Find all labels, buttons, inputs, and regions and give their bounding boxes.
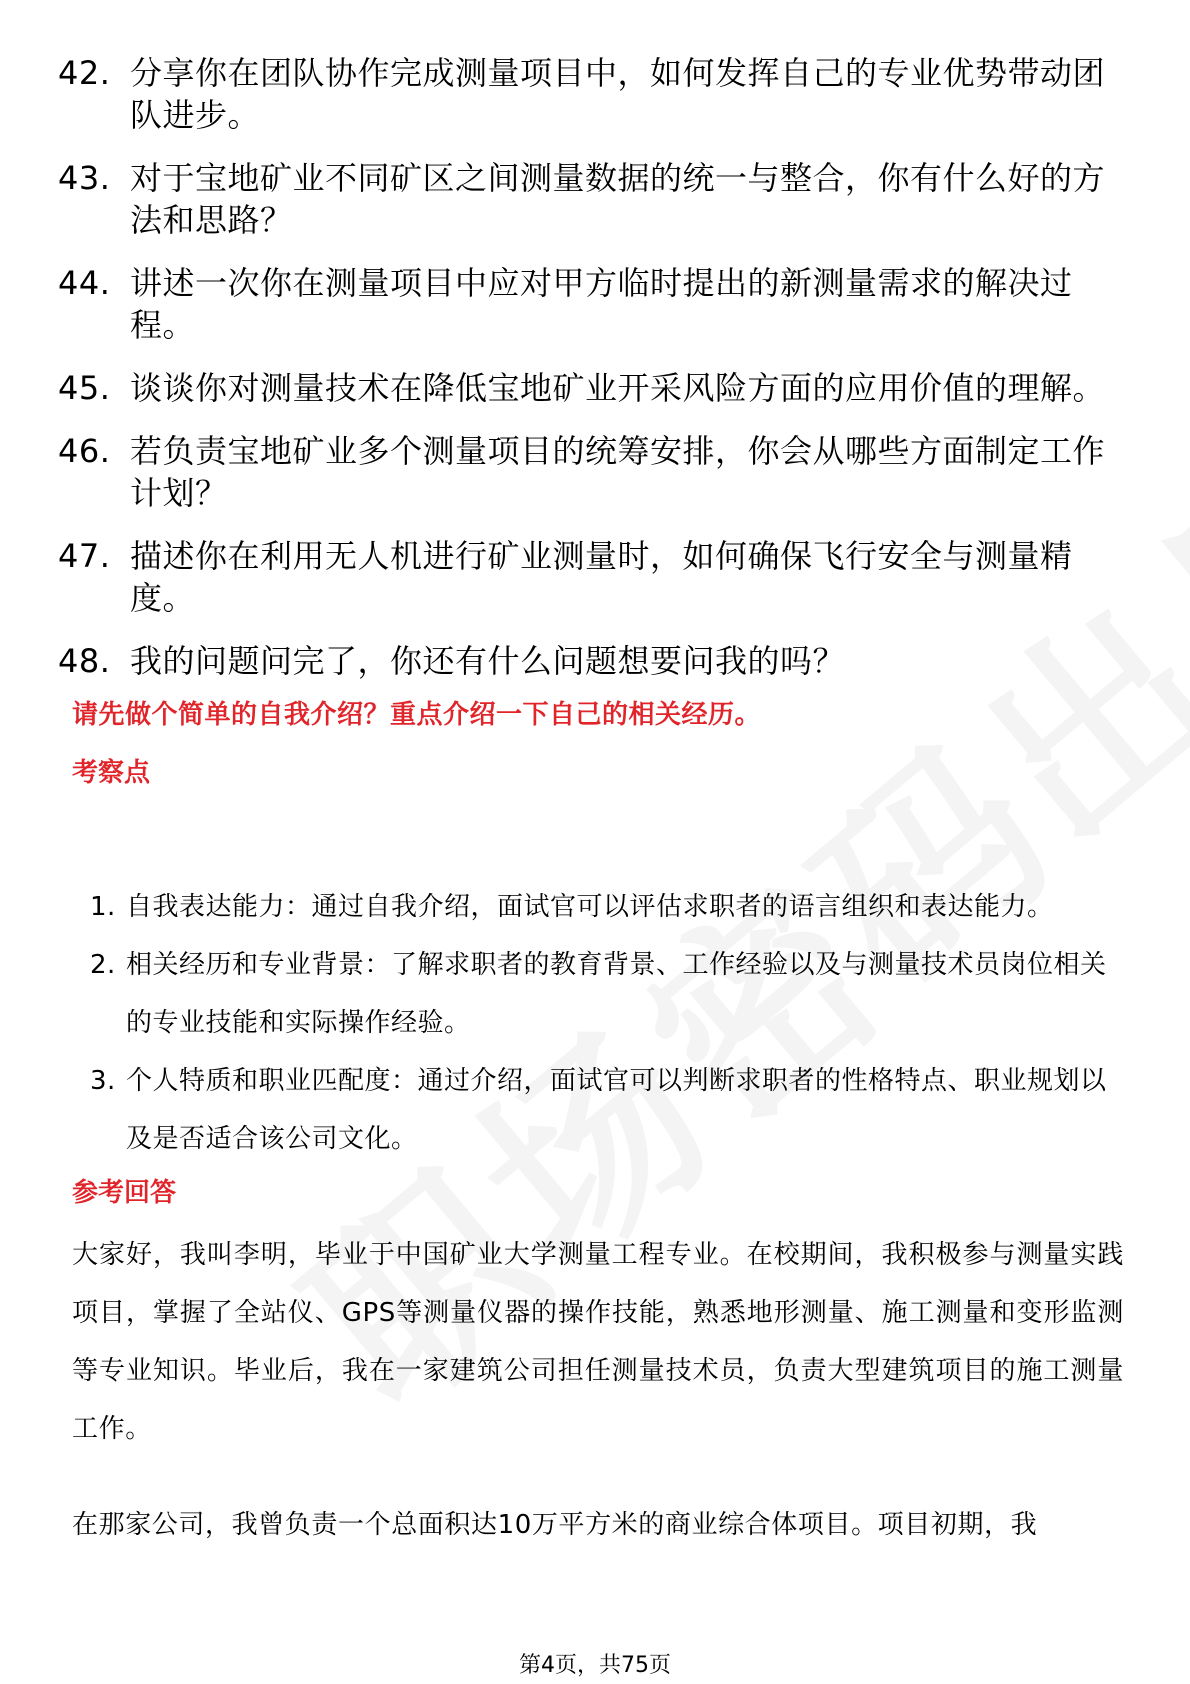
question-text: 若负责宝地矿业多个测量项目的统筹安排，你会从哪些方面制定工作计划？	[130, 432, 1106, 512]
page-footer: 第4页，共75页	[519, 1653, 671, 1678]
question-number: 48.	[58, 642, 111, 680]
question-item	[58, 262, 1128, 346]
point-number: 2.	[90, 950, 116, 980]
point-item	[90, 878, 1120, 936]
point-text: 相关经历和专业背景：了解求职者的教育背景、工作经验以及与测量技术员岗位相关的专业技能和实际操作经验。	[126, 950, 1107, 1038]
question-text: 描述你在利用无人机进行矿业测量时，如何确保飞行安全与测量精度。	[130, 537, 1073, 617]
question-item	[58, 367, 1128, 409]
question-number: 43.	[58, 159, 111, 197]
point-number: 3.	[90, 1066, 116, 1096]
question-item	[58, 535, 1128, 619]
question-text: 分享你在团队协作完成测量项目中，如何发挥自己的专业优势带动团队进步。	[130, 54, 1106, 134]
point-text: 个人特质和职业匹配度：通过介绍，面试官可以判断求职者的性格特点、职业规划以及是否适合该公司文化。	[126, 1066, 1107, 1154]
answer-heading: 参考回答	[72, 1178, 177, 1208]
question-item	[58, 430, 1128, 514]
points-heading: 考察点	[72, 758, 151, 788]
question-number: 44.	[58, 264, 111, 302]
answer-paragraph: 大家好，我叫李明，毕业于中国矿业大学测量工程专业。在校期间，我积极参与测量实践项目，掌握了全站仪、GPS等测量仪器的操作技能，熟悉地形测量、施工测量和变形监测等专业知识。毕业后，我在一家建筑公司担任测量技术员，负责大型建筑项目的施工测量工作。	[72, 1240, 1124, 1444]
answer-paragraph: 在那家公司，我曾负责一个总面积达10万平方米的商业综合体项目。项目初期，我	[72, 1510, 1038, 1540]
point-text: 自我表达能力：通过自我介绍，面试官可以评估求职者的语言组织和表达能力。	[126, 892, 1054, 922]
question-text: 讲述一次你在测量项目中应对甲方临时提出的新测量需求的解决过程。	[130, 264, 1073, 344]
point-number: 1.	[90, 892, 116, 922]
question-number: 47.	[58, 537, 111, 575]
section-question-heading: 请先做个简单的自我介绍？重点介绍一下自己的相关经历。	[72, 700, 762, 730]
point-item	[90, 936, 1120, 1052]
question-number: 46.	[58, 432, 111, 470]
question-item	[58, 157, 1128, 241]
points-list	[90, 878, 1120, 1168]
question-number: 42.	[58, 54, 111, 92]
point-item	[90, 1052, 1120, 1168]
question-item	[58, 640, 1128, 682]
question-text: 对于宝地矿业不同矿区之间测量数据的统一与整合，你有什么好的方法和思路？	[130, 159, 1106, 239]
question-number: 45.	[58, 369, 111, 407]
question-list	[58, 52, 1128, 703]
question-item	[58, 52, 1128, 136]
question-text: 我的问题问完了，你还有什么问题想要问我的吗？	[130, 642, 846, 680]
question-text: 谈谈你对测量技术在降低宝地矿业开采风险方面的应用价值的理解。	[130, 369, 1106, 407]
